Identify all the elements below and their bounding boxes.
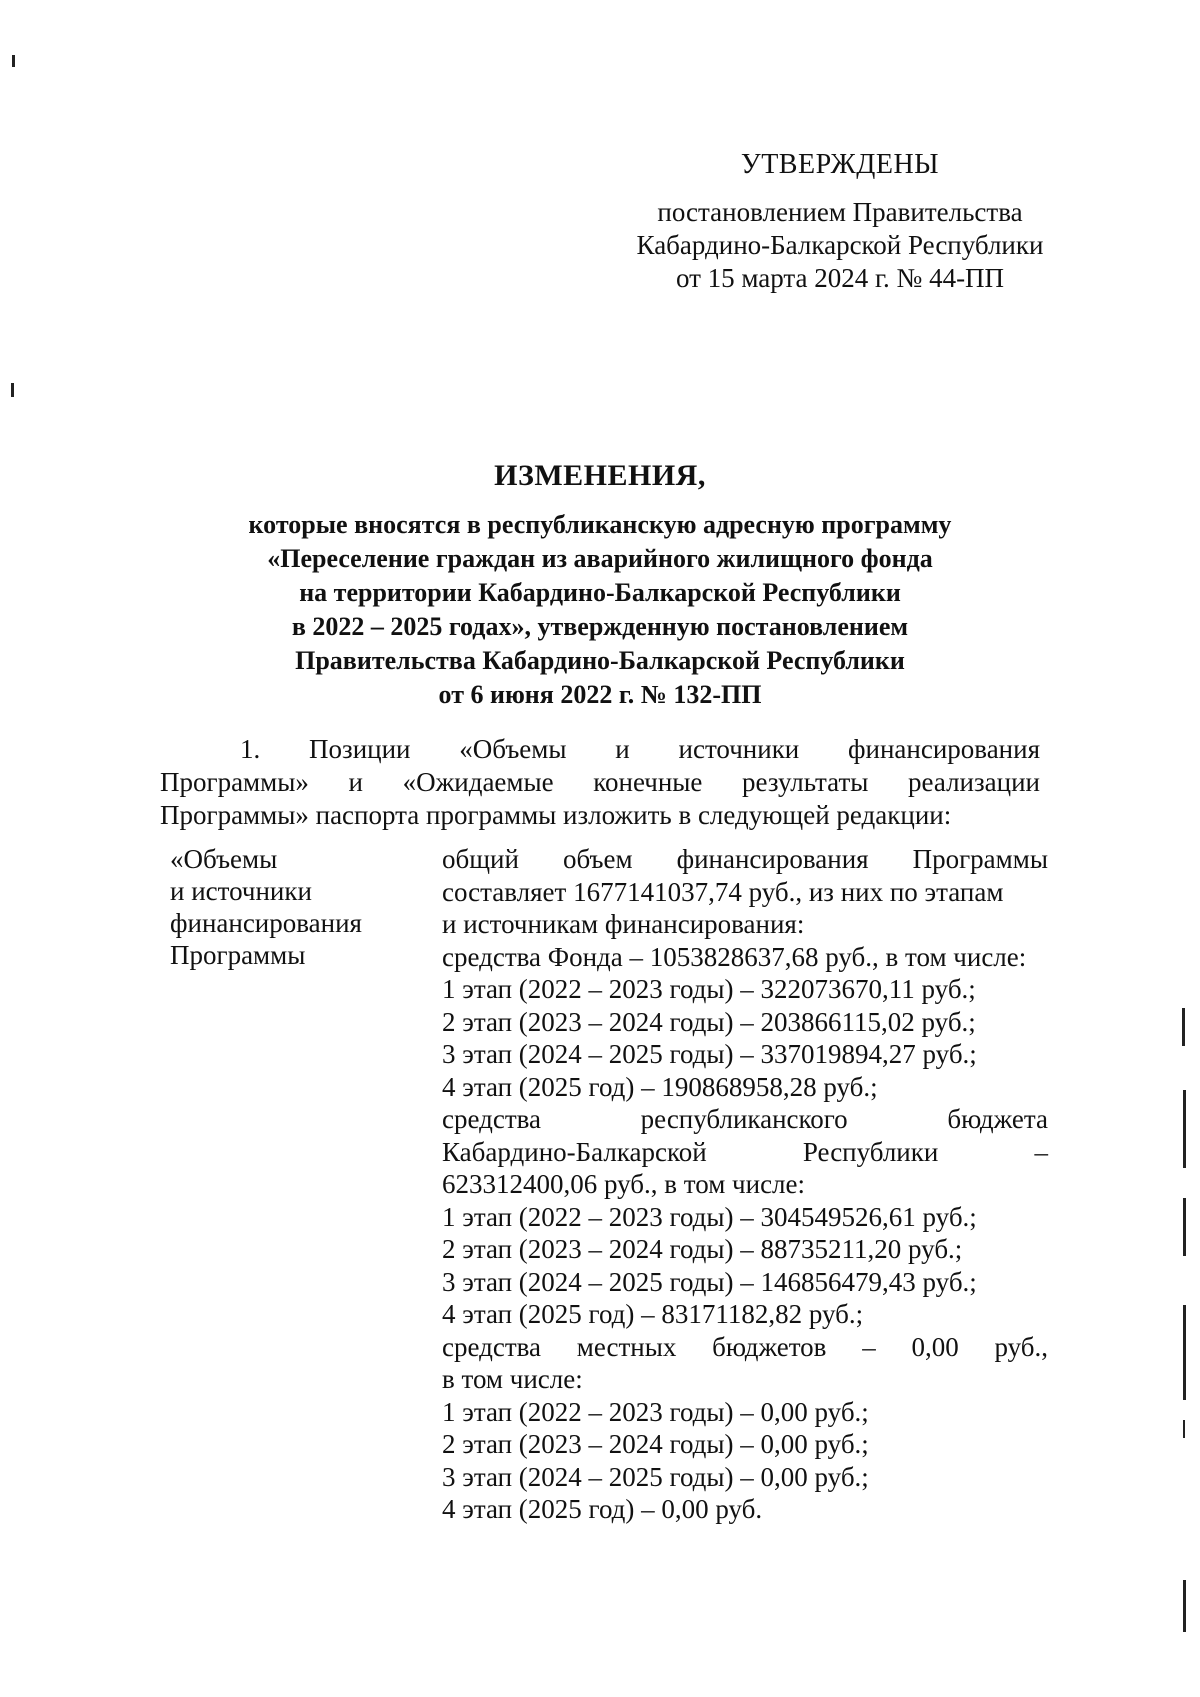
value-line: 4 этап (2025 год) – 190868958,28 руб.; [442, 1071, 878, 1102]
value-line: 2 этап (2023 – 2024 годы) – 203866115,02 руб.; [442, 1006, 976, 1037]
word: Республики [802, 1136, 939, 1167]
heading-line: от 6 июня 2022 г. № 132-ПП [438, 680, 762, 709]
word: бюджета [947, 1104, 1048, 1134]
word: Кабардино-Балкарской [442, 1136, 707, 1167]
word: финансирования [676, 844, 869, 874]
value-line: 3 этап (2024 – 2025 годы) – 0,00 руб.; [442, 1461, 869, 1492]
heading-line: в 2022 – 2025 годах», утвержденную постановлением [291, 612, 909, 641]
scan-mark [1183, 1580, 1186, 1632]
word: местных [576, 1331, 677, 1362]
word: – [1034, 1136, 1048, 1167]
value-line: составляет 1677141037,74 руб., из них по этапам [442, 876, 1004, 907]
approval-block [600, 148, 1080, 295]
scan-mark [12, 55, 15, 67]
word: 0,00 [911, 1331, 959, 1362]
financing-value-cell [442, 843, 1048, 1526]
heading-line: которые вносятся в республиканскую адресную программу [248, 510, 952, 539]
scan-mark [1183, 1198, 1186, 1256]
value-line [442, 843, 1048, 876]
word: средства [442, 1331, 542, 1362]
value-line: 1 этап (2022 – 2023 годы) – 304549526,61 руб.; [442, 1201, 977, 1232]
intro-line: Программы» и «Ожидаемые конечные результаты реализации [160, 767, 1040, 797]
word: республиканского [640, 1104, 848, 1134]
word: руб., [994, 1331, 1048, 1362]
scan-mark [11, 383, 14, 397]
value-line: 3 этап (2024 – 2025 годы) – 337019894,27 руб.; [442, 1039, 977, 1069]
value-line: 3 этап (2024 – 2025 годы) – 146856479,43 руб.; [442, 1266, 977, 1297]
scan-mark [1182, 1008, 1185, 1046]
heading-title: ИЗМЕНЕНИЯ, [494, 459, 706, 492]
label-line: «Объемы [170, 844, 278, 874]
label-line: и источники [170, 876, 312, 906]
value-line: 2 этап (2023 – 2024 годы) – 88735211,20 руб.; [442, 1234, 963, 1264]
value-line [442, 1103, 1048, 1136]
value-line: и источникам финансирования: [442, 909, 805, 939]
value-line [442, 1331, 1048, 1364]
word: бюджетов [712, 1331, 827, 1362]
scan-mark [1183, 1305, 1186, 1400]
label-line: Программы [170, 940, 306, 970]
document-heading [160, 458, 1040, 712]
heading-line: «Переселение граждан из аварийного жилищного фонда [267, 544, 933, 573]
value-line: 2 этап (2023 – 2024 годы) – 0,00 руб.; [442, 1429, 869, 1459]
value-line [442, 1136, 1048, 1169]
word: объем [562, 844, 633, 874]
scan-mark [1183, 1090, 1186, 1168]
approval-title: УТВЕРЖДЕНЫ [740, 149, 940, 180]
financing-label-cell [170, 843, 440, 971]
value-line: средства Фонда – 1053828637,68 руб., в том числе: [442, 941, 1027, 972]
word: средства [442, 1104, 542, 1134]
intro-line: Программы» паспорта программы изложить в следующей редакции: [160, 800, 952, 830]
intro-paragraph [160, 733, 1040, 832]
approval-line: Кабардино-Балкарской Республики [636, 230, 1044, 260]
word: Программы [912, 844, 1048, 874]
scan-mark [1183, 1420, 1185, 1438]
approval-line: от 15 марта 2024 г. № 44-ПП [675, 263, 1005, 293]
value-line: 1 этап (2022 – 2023 годы) – 322073670,11 руб.; [442, 974, 976, 1004]
value-line: 4 этап (2025 год) – 83171182,82 руб.; [442, 1299, 864, 1329]
heading-line: на территории Кабардино-Балкарской Республики [299, 578, 901, 607]
approval-line: постановлением Правительства [657, 197, 1023, 227]
value-line: 623312400,06 руб., в том числе: [442, 1169, 806, 1199]
value-line: 1 этап (2022 – 2023 годы) – 0,00 руб.; [442, 1396, 869, 1427]
heading-line: Правительства Кабардино-Балкарской Республики [295, 646, 905, 675]
label-line: финансирования [170, 908, 362, 938]
value-line: 4 этап (2025 год) – 0,00 руб. [442, 1494, 763, 1524]
word: общий [442, 844, 519, 874]
intro-line: 1. Позиции «Объемы и источники финансирования [240, 734, 1040, 764]
value-line: в том числе: [442, 1364, 583, 1394]
word: – [862, 1331, 876, 1362]
